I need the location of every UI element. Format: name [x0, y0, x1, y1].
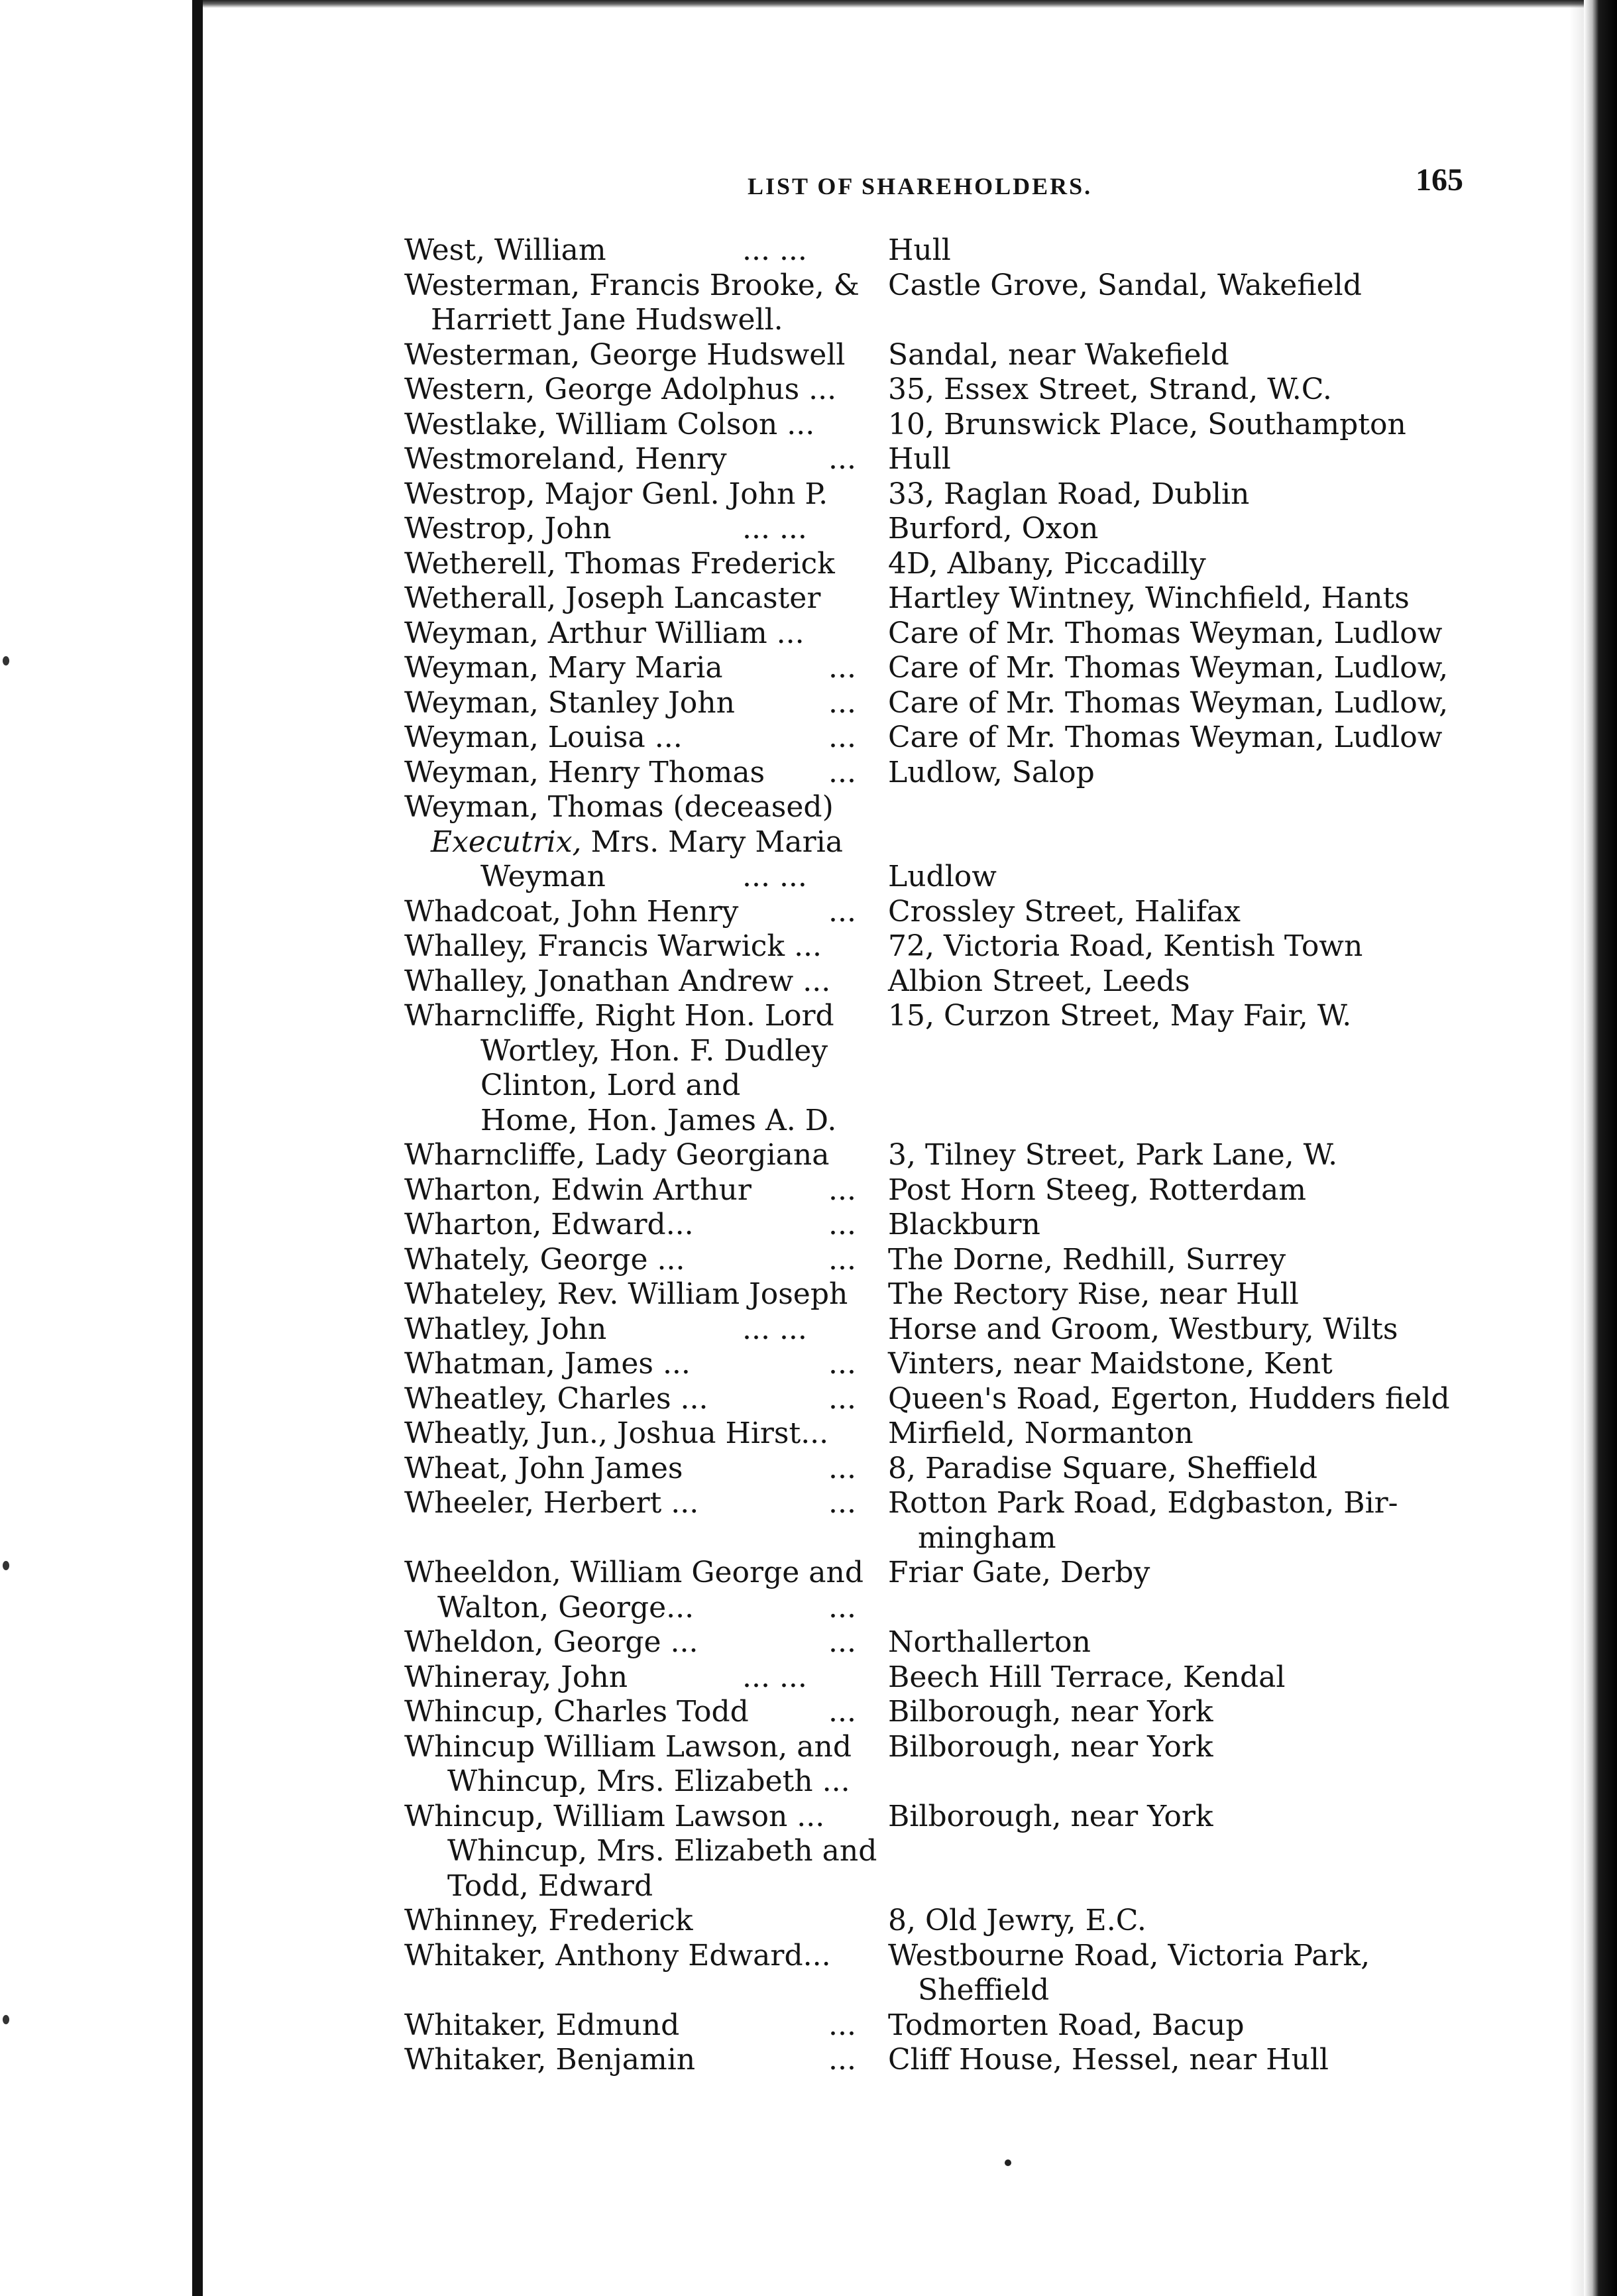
shareholder-address: 33, Raglan Road, Dublin — [888, 477, 1250, 511]
shareholder-name — [404, 999, 834, 1034]
entry-line — [404, 1556, 1491, 1591]
shareholder-name — [404, 338, 845, 373]
shareholder-name-text: Todd, Edward — [447, 1868, 653, 1903]
shareholder-name — [404, 1277, 848, 1312]
shareholder-entry — [404, 1904, 1491, 1939]
entry-line — [404, 651, 1491, 686]
shareholder-name — [404, 1834, 877, 1869]
shareholder-entry — [404, 2008, 1491, 2043]
entry-line — [404, 408, 1491, 443]
entry-line — [404, 1521, 1491, 1556]
shareholder-name — [404, 790, 834, 825]
shareholder-name-text: Wetherall, Joseph Lancaster — [404, 581, 821, 615]
shareholder-name-text: Weyman — [480, 860, 606, 893]
shareholder-address: 15, Curzon Street, May Fair, W. — [888, 999, 1352, 1033]
entry-line — [404, 1173, 1491, 1208]
shareholder-name-text: Whincup, Mrs. Elizabeth and — [447, 1834, 877, 1868]
shareholder-name-text: Whatley, John — [404, 1312, 607, 1346]
shareholder-entry — [404, 1382, 1491, 1417]
page-top-edge — [203, 0, 1594, 8]
leader-dots: ... — [828, 1381, 856, 1416]
shareholder-name-text: Westerman, George Hudswell — [404, 337, 846, 372]
shareholder-entry — [404, 929, 1491, 964]
shareholder-name — [404, 860, 606, 895]
entry-line — [404, 547, 1491, 582]
shareholder-name — [404, 929, 822, 964]
shareholder-entry — [404, 1347, 1491, 1382]
shareholder-name — [404, 1660, 628, 1695]
entry-line — [404, 686, 1491, 721]
leader-dots: ... — [828, 1625, 856, 1659]
shareholder-address: The Dorne, Redhill, Surrey — [888, 1242, 1286, 1277]
shareholder-entry — [404, 512, 1491, 547]
entry-line — [404, 1695, 1491, 1730]
shareholder-name — [404, 1764, 850, 1800]
shareholder-name — [404, 408, 814, 443]
shareholder-entry — [404, 1243, 1491, 1278]
leader-dots: ... — [828, 755, 856, 789]
entry-line — [404, 964, 1491, 1000]
entry-line — [404, 1660, 1491, 1695]
entry-line — [404, 303, 1491, 338]
shareholder-address: Post Horn Steeg, Rotterdam — [888, 1173, 1306, 1207]
shareholder-entry — [404, 2043, 1491, 2078]
margin-mark — [3, 1561, 9, 1570]
shareholder-name-text: Weyman, Henry Thomas — [404, 755, 765, 789]
shareholder-name — [404, 2043, 695, 2078]
shareholder-name-text: Whadcoat, John Henry — [404, 894, 739, 929]
shareholder-entry — [404, 233, 1491, 268]
shareholder-name — [404, 720, 683, 756]
shareholder-entry — [404, 999, 1491, 1138]
shareholder-address: mingham — [918, 1521, 1056, 1555]
shareholder-name — [404, 1800, 824, 1835]
shareholder-address: Hull — [888, 233, 951, 267]
shareholder-address: The Rectory Rise, near Hull — [888, 1277, 1299, 1311]
entry-line — [404, 1277, 1491, 1312]
entry-line — [404, 1764, 1491, 1800]
shareholder-name-text: Wetherell, Thomas Frederick — [404, 546, 835, 581]
entry-line — [404, 1486, 1491, 1521]
shareholder-entry — [404, 1138, 1491, 1173]
shareholder-name — [404, 1869, 653, 1904]
shareholder-entry — [404, 1486, 1491, 1556]
entry-line — [404, 1138, 1491, 1173]
leader-dots: ... ... — [742, 1312, 807, 1346]
shareholder-name — [404, 1904, 693, 1939]
shareholder-name-text: Wortley, Hon. F. Dudley — [480, 1033, 828, 1068]
shareholder-name — [404, 2008, 679, 2043]
shareholder-name-text: Weyman, Stanley John — [404, 685, 735, 720]
leader-dots: ... — [828, 2043, 856, 2077]
page-number: 165 — [1416, 162, 1463, 198]
entry-line — [404, 581, 1491, 616]
shareholder-name-text: Wheat, John James — [404, 1451, 683, 1485]
entry-line — [404, 1068, 1491, 1104]
leader-dots: ... — [828, 1486, 856, 1520]
entry-line — [404, 442, 1491, 477]
footer-mark — [1005, 2159, 1011, 2166]
shareholder-address: Blackburn — [888, 1208, 1040, 1241]
shareholder-name-text: Westrop, John — [404, 512, 612, 545]
shareholder-name-text: Mrs. Mary Maria — [581, 825, 843, 859]
shareholder-list — [404, 233, 1491, 2078]
shareholder-name-text: Whitaker, Anthony Edward... — [404, 1938, 831, 1973]
shareholder-address: Castle Grove, Sandal, Wakefield — [888, 268, 1362, 302]
shareholder-address: Ludlow — [888, 860, 997, 893]
leader-dots: ... — [828, 1590, 856, 1625]
shareholder-address: Care of Mr. Thomas Weyman, Ludlow — [888, 720, 1443, 754]
shareholder-name-italic: Executrix, — [431, 825, 582, 859]
shareholder-name — [404, 268, 860, 304]
shareholder-name — [404, 1625, 698, 1660]
shareholder-name — [404, 1243, 685, 1278]
shareholder-name — [404, 1591, 694, 1626]
shareholder-address: Hartley Wintney, Winchfield, Hants — [888, 581, 1410, 615]
running-header-title: LIST OF SHAREHOLDERS. — [748, 173, 1093, 200]
shareholder-name-text: Whineray, John — [404, 1660, 628, 1694]
entry-line — [404, 338, 1491, 373]
leader-dots: ... — [828, 1695, 856, 1729]
shareholder-name — [404, 1382, 708, 1417]
shareholder-name-text: Western, George Adolphus ... — [404, 373, 837, 406]
shareholder-address: 3, Tilney Street, Park Lane, W. — [888, 1138, 1338, 1172]
leader-dots: ... ... — [742, 1660, 807, 1694]
shareholder-name — [404, 1416, 828, 1452]
shareholder-name — [404, 442, 727, 477]
shareholder-address: Cliff House, Hessel, near Hull — [888, 2043, 1329, 2077]
shareholder-address: Burford, Oxon — [888, 512, 1099, 545]
shareholder-name-text: Westerman, Francis Brooke, & — [404, 268, 860, 302]
shareholder-name — [404, 686, 735, 721]
shareholder-name — [404, 1312, 606, 1348]
shareholder-address: Northallerton — [888, 1625, 1091, 1659]
shareholder-address: Albion Street, Leeds — [888, 964, 1190, 998]
shareholder-name-text: Clinton, Lord and — [480, 1068, 741, 1102]
shareholder-name-text: Westlake, William Colson ... — [404, 407, 815, 441]
shareholder-address: Friar Gate, Derby — [888, 1556, 1150, 1589]
shareholder-address: Westbourne Road, Victoria Park, — [888, 1938, 1370, 1973]
shareholder-address: 72, Victoria Road, Kentish Town — [888, 929, 1363, 963]
shareholder-name-text: Whalley, Jonathan Andrew ... — [404, 964, 831, 998]
shareholder-name — [404, 1452, 683, 1487]
shareholder-name-text: Wheldon, George ... — [404, 1625, 698, 1659]
shareholder-name — [404, 1173, 752, 1208]
shareholder-name-text: Whinney, Frederick — [404, 1904, 693, 1937]
shareholder-name — [404, 616, 805, 652]
leader-dots: ... ... — [742, 860, 807, 893]
leader-dots: ... — [828, 1173, 856, 1207]
shareholder-entry — [404, 477, 1491, 512]
entry-line — [404, 1347, 1491, 1382]
shareholder-address: Care of Mr. Thomas Weyman, Ludlow, — [888, 651, 1449, 685]
shareholder-name-text: Whincup William Lawson, and — [404, 1729, 852, 1764]
shareholder-entry — [404, 338, 1491, 373]
shareholder-name — [404, 825, 843, 860]
entry-line — [404, 1104, 1491, 1139]
entry-line — [404, 268, 1491, 304]
shareholder-address: Care of Mr. Thomas Weyman, Ludlow — [888, 616, 1443, 650]
shareholder-entry — [404, 1173, 1491, 1208]
shareholder-name — [404, 581, 820, 616]
entry-line — [404, 895, 1491, 930]
entry-line — [404, 1591, 1491, 1626]
shareholder-name — [404, 477, 828, 512]
shareholder-name-text: Wheeler, Herbert ... — [404, 1486, 699, 1520]
shareholder-name — [404, 651, 723, 686]
leader-dots: ... — [828, 651, 856, 685]
margin-mark — [3, 2015, 9, 2024]
shareholder-entry — [404, 1625, 1491, 1660]
leader-dots: ... — [828, 894, 856, 929]
shareholder-name — [404, 1104, 836, 1139]
shareholder-entry — [404, 547, 1491, 582]
entry-line — [404, 756, 1491, 791]
shareholder-entry — [404, 1695, 1491, 1730]
shareholder-name-text: Harriett Jane Hudswell. — [431, 303, 783, 337]
shareholder-entry — [404, 268, 1491, 338]
entry-line — [404, 929, 1491, 964]
shareholder-address: Vinters, near Maidstone, Kent — [888, 1347, 1333, 1381]
shareholder-entry — [404, 1452, 1491, 1487]
shareholder-entry — [404, 1800, 1491, 1904]
shareholder-entry — [404, 1939, 1491, 2008]
shareholder-entry — [404, 1277, 1491, 1312]
shareholder-address: Bilborough, near York — [888, 1695, 1213, 1729]
entry-line — [404, 1834, 1491, 1869]
shareholder-name — [404, 303, 783, 338]
shareholder-name — [404, 964, 830, 1000]
entry-line — [404, 720, 1491, 756]
entry-line — [404, 1939, 1491, 1974]
shareholder-address: Crossley Street, Halifax — [888, 894, 1241, 929]
shareholder-name-text: Whincup, Mrs. Elizabeth ... — [447, 1764, 850, 1798]
entry-line — [404, 1730, 1491, 1765]
shareholder-name-text: Wharncliffe, Right Hon. Lord — [404, 999, 834, 1033]
shareholder-name-text: Wheatley, Charles ... — [404, 1381, 708, 1416]
leader-dots: ... ... — [742, 512, 807, 545]
shareholder-address: Sandal, near Wakefield — [888, 337, 1229, 372]
leader-dots: ... — [828, 720, 856, 754]
shareholder-entry — [404, 616, 1491, 652]
shareholder-address: 8, Paradise Square, Sheffield — [888, 1451, 1317, 1485]
leader-dots: ... — [828, 1208, 856, 1241]
entry-line — [404, 2043, 1491, 2078]
leader-dots: ... — [828, 2008, 856, 2042]
shareholder-name-text: Wheatly, Jun., Joshua Hirst... — [404, 1416, 829, 1450]
shareholder-name-text: Whately, George ... — [404, 1242, 685, 1277]
entry-line — [404, 1904, 1491, 1939]
shareholder-address: Bilborough, near York — [888, 1729, 1213, 1764]
shareholder-name-text: Westrop, Major Genl. John P. — [404, 477, 828, 511]
leader-dots: ... — [828, 1242, 856, 1277]
shareholder-name — [404, 895, 738, 930]
entry-line — [404, 477, 1491, 512]
shareholder-name-text: Whalley, Francis Warwick ... — [404, 929, 822, 963]
shareholder-address: Ludlow, Salop — [888, 755, 1095, 789]
shareholder-name — [404, 512, 611, 547]
shareholder-address: 8, Old Jewry, E.C. — [888, 1904, 1146, 1937]
shareholder-name — [404, 1556, 864, 1591]
entry-line — [404, 1800, 1491, 1835]
leader-dots: ... — [828, 685, 856, 720]
shareholder-name — [404, 756, 765, 791]
shareholder-name — [404, 233, 606, 268]
shareholder-address: Care of Mr. Thomas Weyman, Ludlow, — [888, 685, 1449, 720]
entry-line — [404, 1452, 1491, 1487]
shareholder-name-text: Wharncliffe, Lady Georgiana — [404, 1138, 830, 1172]
entry-line — [404, 999, 1491, 1034]
shareholder-address: Rotton Park Road, Edgbaston, Bir- — [888, 1486, 1398, 1520]
shareholder-address: Queen's Road, Egerton, Hudders field — [888, 1381, 1450, 1416]
shareholder-entry — [404, 442, 1491, 477]
leader-dots: ... — [828, 442, 856, 476]
shareholder-entry — [404, 651, 1491, 686]
entry-line — [404, 860, 1491, 895]
shareholder-name — [404, 1034, 828, 1069]
page-binding-edge — [192, 0, 203, 2296]
shareholder-name — [404, 1208, 694, 1243]
entry-line — [404, 1869, 1491, 1904]
shareholder-entry — [404, 581, 1491, 616]
margin-mark — [3, 656, 9, 665]
shareholder-name — [404, 547, 835, 582]
shareholder-name — [404, 1138, 829, 1173]
shareholder-name-text: Whitaker, Edmund — [404, 2008, 680, 2042]
entry-line — [404, 825, 1491, 860]
shareholder-name-text: Whatman, James ... — [404, 1347, 691, 1381]
shareholder-entry — [404, 964, 1491, 1000]
shareholder-address: Hull — [888, 442, 951, 476]
entry-line — [404, 233, 1491, 268]
entry-line — [404, 1243, 1491, 1278]
shareholder-name-text: Wharton, Edwin Arthur — [404, 1173, 752, 1207]
shareholder-entry — [404, 1556, 1491, 1625]
shareholder-address: Mirfield, Normanton — [888, 1416, 1194, 1450]
shareholder-entry — [404, 895, 1491, 930]
shareholder-name-text: Whincup, William Lawson ... — [404, 1799, 825, 1833]
shareholder-entry — [404, 1312, 1491, 1348]
shareholder-entry — [404, 408, 1491, 443]
shareholder-name — [404, 1486, 698, 1521]
shareholder-entry — [404, 790, 1491, 895]
shareholder-name-text: Wheeldon, William George and — [404, 1556, 864, 1589]
leader-dots: ... — [828, 1451, 856, 1485]
entry-line — [404, 1034, 1491, 1069]
entry-line — [404, 790, 1491, 825]
shareholder-entry — [404, 1208, 1491, 1243]
page-gutter-shadow — [1569, 0, 1584, 2296]
shareholder-name-text: Home, Hon. James A. D. — [480, 1103, 837, 1137]
shareholder-name — [404, 1730, 852, 1765]
shareholder-name-text: Walton, George... — [437, 1590, 695, 1625]
shareholder-address: Todmorten Road, Bacup — [888, 2008, 1245, 2042]
shareholder-entry — [404, 720, 1491, 756]
shareholder-name — [404, 1068, 740, 1104]
shareholder-name — [404, 1347, 691, 1382]
entry-line — [404, 512, 1491, 547]
leader-dots: ... ... — [742, 233, 807, 267]
shareholder-address: 35, Essex Street, Strand, W.C. — [888, 373, 1332, 406]
shareholder-name — [404, 373, 836, 408]
entry-line — [404, 616, 1491, 652]
shareholder-name-text: Whitaker, Benjamin — [404, 2043, 696, 2077]
entry-line — [404, 373, 1491, 408]
shareholder-entry — [404, 1730, 1491, 1800]
shareholder-name-text: Westmoreland, Henry — [404, 442, 727, 476]
entry-line — [404, 2008, 1491, 2043]
shareholder-address: Bilborough, near York — [888, 1799, 1213, 1833]
shareholder-name-text: Whincup, Charles Todd — [404, 1695, 749, 1729]
page-right-edge — [1584, 0, 1617, 2296]
shareholder-name — [404, 1695, 749, 1730]
shareholder-name-text: Whateley, Rev. William Joseph — [404, 1277, 848, 1311]
shareholder-address: Horse and Groom, Westbury, Wilts — [888, 1312, 1398, 1346]
shareholder-address: 4D, Albany, Piccadilly — [888, 546, 1206, 581]
entry-line — [404, 1208, 1491, 1243]
shareholder-name-text: West, William — [404, 233, 606, 267]
shareholder-name-text: Weyman, Thomas (deceased) — [404, 790, 834, 824]
entry-line — [404, 1382, 1491, 1417]
shareholder-entry — [404, 1660, 1491, 1695]
entry-line — [404, 1312, 1491, 1348]
entry-line — [404, 1625, 1491, 1660]
shareholder-entry — [404, 1416, 1491, 1452]
shareholder-address: 10, Brunswick Place, Southampton — [888, 407, 1406, 441]
shareholder-name-text: Weyman, Louisa ... — [404, 720, 683, 754]
shareholder-entry — [404, 686, 1491, 721]
leader-dots: ... — [828, 1347, 856, 1381]
shareholder-name-text: Wharton, Edward... — [404, 1208, 694, 1241]
shareholder-name — [404, 1939, 831, 1974]
shareholder-address: Beech Hill Terrace, Kendal — [888, 1660, 1286, 1694]
shareholder-entry — [404, 756, 1491, 791]
entry-line — [404, 1973, 1491, 2008]
entry-line — [404, 1416, 1491, 1452]
shareholder-name-text: Weyman, Mary Maria — [404, 651, 723, 685]
shareholder-entry — [404, 373, 1491, 408]
shareholder-address: Sheffield — [918, 1973, 1050, 2007]
shareholder-name-text: Weyman, Arthur William ... — [404, 616, 805, 650]
